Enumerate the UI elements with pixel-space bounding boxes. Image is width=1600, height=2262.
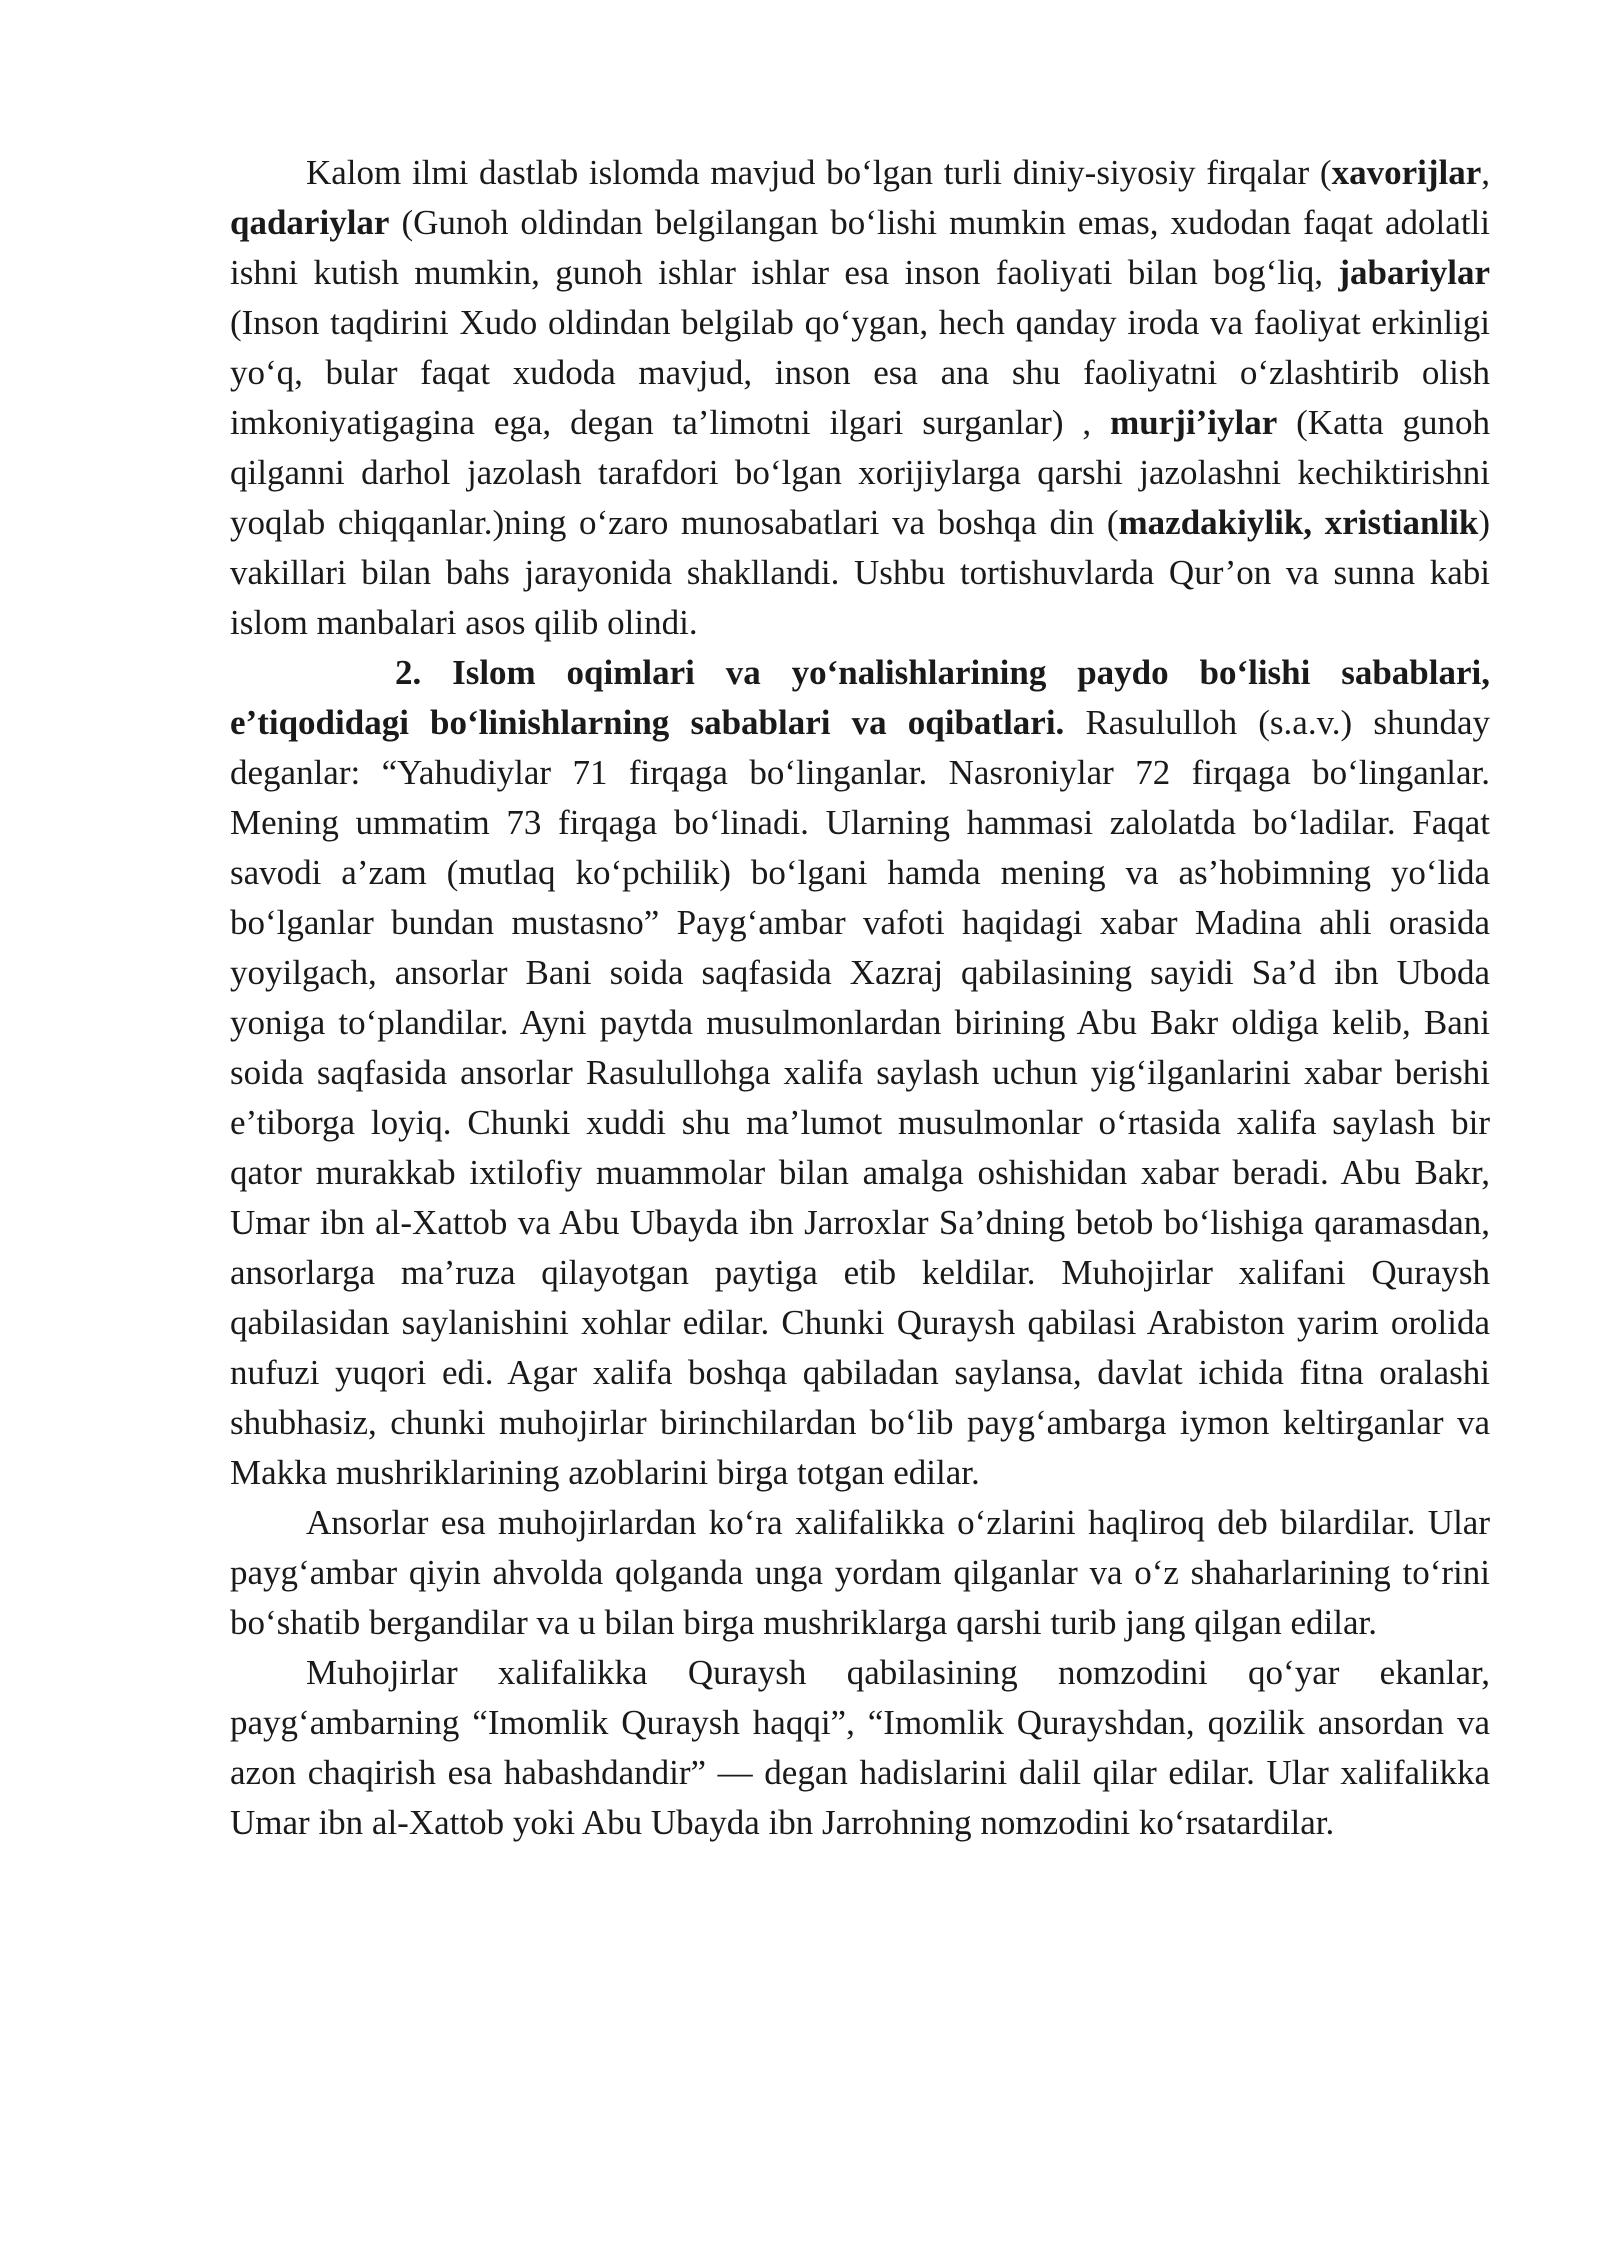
bold-term-qadariylar: qadariylar <box>230 203 390 242</box>
paragraph-ansorlar: Ansorlar esa muhojirlardan ko‘ra xalifalikka o‘zlarini haqliroq deb bilardilar. Ular payg‘ambar qiyin ahvolda qolganda unga yordam qilganlar va o‘z shaharlarining to‘rini bo‘shatib bergandilar va u bilan birga mushriklarga qarshi turib jang qilgan edilar. <box>230 1503 1490 1642</box>
text-run: Kalom ilmi dastlab islomda mavjud bo‘lgan turli diniy-siyosiy firqalar ( <box>306 153 1332 192</box>
paragraph-section-2 <box>230 648 1490 1498</box>
document-page <box>230 148 1490 1848</box>
section-heading: 2. Islom oqimlari va yo‘nalishlarining paydo bo‘lishi sabablari, e’tiqodidagi bo‘linishlarning sabablari va oqibatlari. <box>230 653 1490 742</box>
text-run: Rasululloh (s.a.v.) shunday deganlar: “Yahudiylar 71 firqaga bo‘linganlar. Nasroniylar 72 firqaga bo‘linganlar. Mening ummatim 73 firqaga bo‘linadi. Ularning hammasi zalolatda bo‘ladilar. Faqat savodi a’zam (mutlaq ko‘pchilik) bo‘lgani hamda mening va as’hobimning yo‘lida bo‘lganlar bundan mustasno” Payg‘ambar vafoti haqidagi xabar Madina ahli orasida yoyilgach, ansorlar Bani soida saqfasida Xazraj qabilasining sayidi Sa’d ibn Uboda yoniga to‘plandilar. Ayni paytda musulmonlardan birining Abu Bakr oldiga kelib, Bani soida saqfasida ansorlar Rasulullohga xalifa saylash uchun yig‘ilganlarini xabar berishi e’tiborga loyiq. Chunki xuddi shu ma’lumot musulmonlar o‘rtasida xalifa saylash bir qator murakkab ixtilofiy muammolar bilan amalga oshishidan xabar beradi. Abu Bakr, Umar ibn al-Xattob va Abu Ubayda ibn Jarroxlar Sa’dning betob bo‘lishiga qaramasdan, ansorlarga ma’ruza qilayotgan paytiga etib keldilar. Muhojirlar xalifani Quraysh qabilasidan saylanishini xohlar edilar. Chunki Quraysh qabilasi Arabiston yarim orolida nufuzi yuqori edi. Agar xalifa boshqa qabiladan saylansa, davlat ichida fitna oralashi shubhasiz, chunki muhojirlar birinchilardan bo‘lib payg‘ambarga iymon keltirganlar va Makka mushriklarining azoblarini birga totgan edilar. <box>230 703 1490 1492</box>
paragraph-muhojirlar: Muhojirlar xalifalikka Quraysh qabilasining nomzodini qo‘yar ekanlar, payg‘ambarning “Imomlik Quraysh haqqi”, “Imomlik Qurayshdan, qozilik ansordan va azon chaqirish esa habashdandir” — degan hadislarini dalil qilar edilar. Ular xalifalikka Umar ibn al-Xattob yoki Abu Ubayda ibn Jarrohning nomzodini ko‘rsatardilar. <box>230 1653 1490 1842</box>
bold-term-jabariylar: jabariylar <box>1338 253 1490 292</box>
text-run: (Inson taqdirini Xudo oldindan belgilab qo‘ygan, hech qanday iroda va faoliyat erkinligi yo‘q, bular faqat xudoda mavjud, inson esa ana shu faoliyatni o‘zlashtirib olish imkoniyatigagina ega, degan ta’limotni ilgari surganlar) , <box>230 303 1490 442</box>
paragraph-kalom <box>230 148 1490 648</box>
bold-term-murjiiylar: murji’iylar <box>1110 403 1278 442</box>
text-run: , <box>1481 153 1490 192</box>
text-run: (Katta gunoh qilganni darhol jazolash tarafdori bo‘lgan xorijiylarga qarshi jazolashni kechiktirishni yoqlab chiqqanlar.)ning o‘zaro munosabatlari va boshqa din ( <box>230 403 1491 542</box>
text-run: ) vakillari bilan bahs jarayonida shakllandi. Ushbu tortishuvlarda Qur’on va sunna kabi islom manbalari asos qilib olindi. <box>230 503 1490 642</box>
bold-term-mazdakiylik: mazdakiylik, xristianlik <box>1118 503 1479 542</box>
text-run: (Gunoh oldindan belgilangan bo‘lishi mumkin emas, xudodan faqat adolatli ishni kutish mumkin, gunoh ishlar ishlar esa inson faoliyati bilan bog‘liq, <box>230 203 1490 292</box>
bold-term-xavorijlar: xavorijlar <box>1331 153 1482 192</box>
